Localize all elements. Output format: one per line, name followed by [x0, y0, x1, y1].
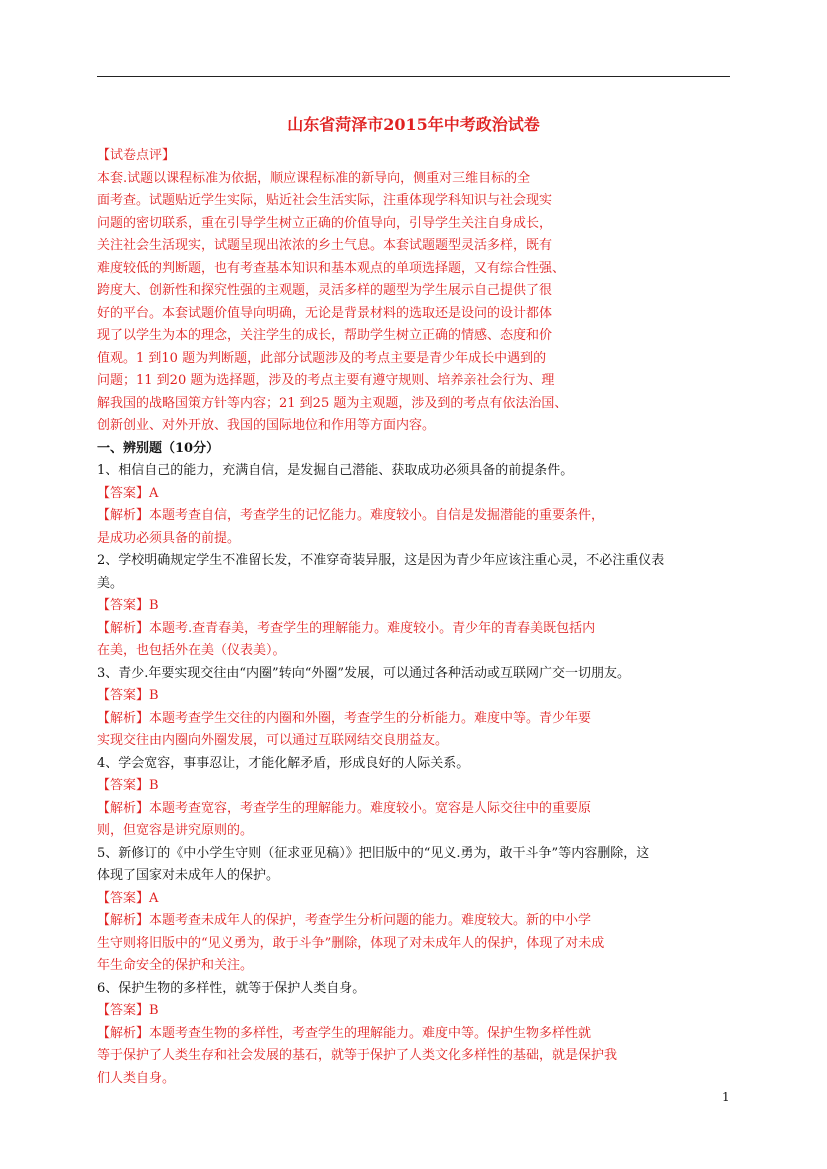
question-2	[97, 550, 737, 663]
review-line: 解我国的战略国策方针等内容；21 到25 题为主观题，涉及到的考点有依法治国、	[97, 395, 568, 411]
question-stem: 体现了国家对未成年人的保护。	[97, 868, 280, 883]
analysis-line: 年生命安全的保护和关注。	[97, 958, 254, 973]
question-6	[97, 978, 737, 1091]
review-line: 跨度大、创新性和探究性强的主观题，灵活多样的题型为学生展示自己提供了很	[97, 283, 553, 298]
question-1	[97, 460, 737, 550]
review-line: 本套.试题以课程标准为依据，顺应课程标准的新导向，侧重对三维目标的全	[97, 170, 531, 186]
question-stem: 2、学校明确规定学生不准留长发，不准穿奇装异服，这是因为青少年应该注重心灵，不必注重仪表	[97, 553, 665, 568]
section-heading: 一、辨别题（10分）	[97, 440, 220, 456]
review-paragraph	[97, 168, 737, 438]
question-4	[97, 753, 737, 843]
question-stem: 3、青少.年要实现交往由“内圈”转向“外圈”发展，可以通过各种活动或互联网广交一切朋友。	[97, 665, 630, 681]
analysis-line: 生守则将旧版中的“见义勇为，敢于斗争”删除，体现了对未成年人的保护，体现了对未成	[97, 935, 605, 951]
review-line: 关注社会生活现实，试题呈现出浓浓的乡土气息。本套试题题型灵活多样，既有	[97, 238, 553, 253]
review-line: 值观。1 到10 题为判断题，此部分试题涉及的考点主要是青少年成长中遇到的	[97, 350, 547, 366]
question-3	[97, 663, 737, 753]
review-line: 问题的密切联系，重在引导学生树立正确的价值导向，引导学生关注自身成长，	[97, 215, 553, 231]
analysis-line: 是成功必须具备的前提。	[97, 530, 241, 546]
question-stem: 5、新修订的《中小学生守则（征求亚见稿）》把旧版中的“见义.勇为，敢干斗争”等内容删除，这	[97, 845, 650, 861]
analysis-line: 在美，也包括外在美（仪表美）。	[97, 643, 286, 658]
analysis-line: 【解析】本题考查自信，考查学生的记忆能力。难度较小。自信是发掘潜能的重要条件，	[97, 508, 605, 523]
answer-label: 【答案】B	[97, 598, 159, 613]
analysis-line: 【解析】本题考查学生交往的内圈和外圈，考查学生的分析能力。难度中等。青少年要	[97, 710, 592, 726]
review-line: 面考查。试题贴近学生实际，贴近社会生活实际，注重体现学科知识与社会现实	[97, 193, 553, 208]
analysis-line: 则，但宽容是讲究原则的。	[97, 823, 254, 838]
answer-label: 【答案】A	[97, 890, 159, 906]
review-heading: 【试卷点评】	[97, 148, 176, 163]
question-stem: 6、保护生物的多样性，就等于保护人类自身。	[97, 980, 366, 996]
answer-label: 【答案】A	[97, 485, 159, 501]
question-stem: 1、相信自己的能力，充满自信，是发掘自己潜能、获取成功必须具备的前提条件。	[97, 463, 574, 478]
review-line: 好的平台。本套试题价值导向明确，无论是背景材料的选取还是设问的设计都体	[97, 305, 553, 321]
question-stem: 美。	[97, 575, 124, 591]
answer-label: 【答案】B	[97, 778, 159, 793]
question-5	[97, 843, 737, 978]
question-stem: 4、学会宽容，事事忍让，才能化解矛盾，形成良好的人际关系。	[97, 755, 470, 771]
analysis-line: 【解析】本题考.查青春美，考查学生的理解能力。难度较小。青少年的青春美既包括内	[97, 620, 596, 636]
content-body	[97, 145, 737, 1090]
review-line: 问题；11 到20 题为选择题，涉及的考点主要有遵守规则、培养亲社会行为、理	[97, 373, 555, 388]
analysis-line: 【解析】本题考查宽容，考查学生的理解能力。难度较小。宽容是人际交往中的重要原	[97, 800, 592, 816]
header-rule	[97, 76, 730, 77]
review-line: 现了以学生为本的理念，关注学生的成长，帮助学生树立正确的情感、态度和价	[97, 328, 553, 343]
analysis-line: 等于保护了人类生存和社会发展的基石，就等于保护了人类文化多样性的基础，就是保护我	[97, 1048, 618, 1063]
review-line: 创新创业、对外开放、我国的国际地位和作用等方面内容。	[97, 418, 436, 433]
page-number: 1	[722, 1090, 730, 1104]
answer-label: 【答案】B	[97, 688, 159, 703]
analysis-line: 【解析】本题考查生物的多样性，考查学生的理解能力。难度中等。保护生物多样性就	[97, 1025, 592, 1041]
analysis-line: 【解析】本题考查未成年人的保护，考查学生分析问题的能力。难度较大。新的中小学	[97, 913, 592, 928]
review-line: 难度较低的判断题，也有考查基本知识和基本观点的单项选择题，又有综合性强、	[97, 260, 566, 276]
analysis-line: 实现交往由内圈向外圈发展，可以通过互联网结交良朋益友。	[97, 733, 449, 748]
page-title: 山东省菏泽市2015年中考政治试卷	[287, 115, 540, 134]
analysis-line: 们人类自身。	[97, 1070, 176, 1086]
answer-label: 【答案】B	[97, 1003, 159, 1018]
